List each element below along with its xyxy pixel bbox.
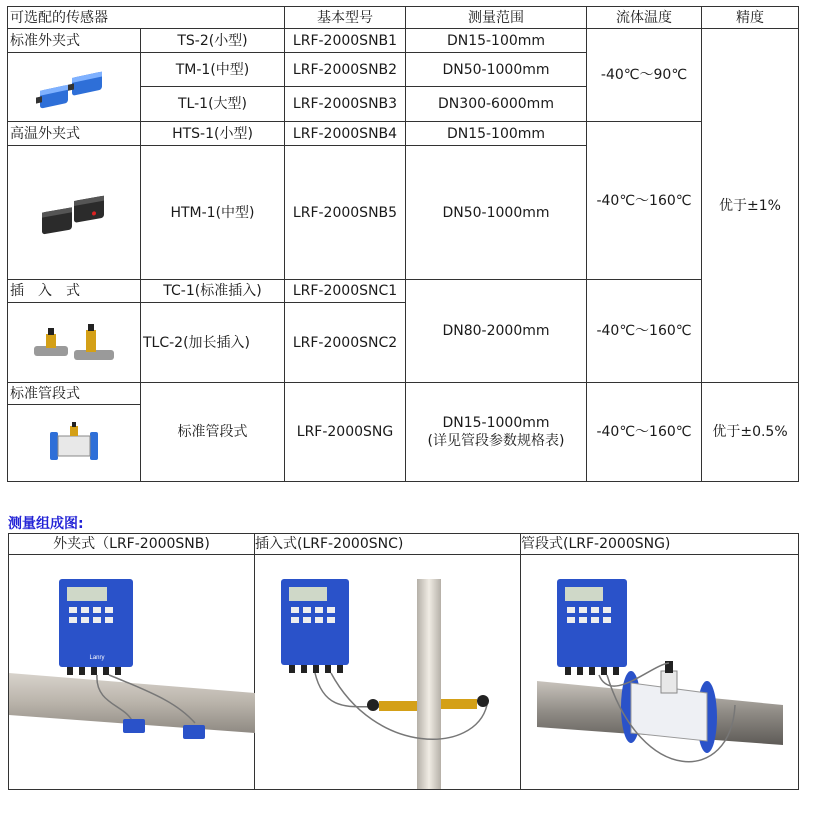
sensor-name: TLC-2(加长插入) [141, 303, 285, 383]
header-model: 基本型号 [285, 7, 406, 29]
sensor-name: TL-1(大型) [141, 87, 285, 122]
model-code: LRF-2000SNB4 [285, 122, 406, 146]
fluid-temp: -40℃～160℃ [587, 280, 702, 383]
diagram-label-clamp: 外夹式（LRF-2000SNB) [9, 534, 255, 555]
pipe-section-sensor-image [8, 405, 141, 482]
sensor-name: HTM-1(中型) [141, 146, 285, 280]
measure-range-note: (详见管段参数规格表) [427, 433, 565, 449]
fluid-temp: -40℃～160℃ [587, 383, 702, 482]
clamp-setup-illustration [9, 555, 255, 789]
diagram-pipe-section [521, 555, 799, 790]
group-name-standard-clamp: 标准外夹式 [8, 29, 141, 53]
header-accuracy: 精度 [702, 7, 799, 29]
measurement-diagram-table [8, 533, 799, 790]
group-name-pipe-section: 标准管段式 [8, 383, 141, 405]
group-name-high-temp-clamp: 高温外夹式 [8, 122, 141, 146]
group-name-insertion: 插 入 式 [8, 280, 141, 303]
diagram-label-pipe: 管段式(LRF-2000SNG) [521, 534, 799, 555]
model-code: LRF-2000SNG [285, 383, 406, 482]
measure-range: DN15-100mm [406, 29, 587, 53]
section-title: 测量组成图: [8, 516, 84, 532]
model-code: LRF-2000SNB2 [285, 53, 406, 87]
accuracy-pipe: 优于±0.5% [702, 383, 799, 482]
model-code: LRF-2000SNB5 [285, 146, 406, 280]
model-code: LRF-2000SNC2 [285, 303, 406, 383]
flow-meter-device [557, 579, 627, 675]
model-code: LRF-2000SNB1 [285, 29, 406, 53]
measure-range: DN80-2000mm [406, 280, 587, 383]
header-range: 测量范围 [406, 7, 587, 29]
measure-range: DN15-100mm [406, 122, 587, 146]
header-temp: 流体温度 [587, 7, 702, 29]
fluid-temp: -40℃～160℃ [587, 122, 702, 280]
flow-meter-device [59, 579, 133, 675]
insertion-sensor-image [8, 303, 141, 383]
fluid-temp: -40℃～90℃ [587, 29, 702, 122]
sensor-name: HTS-1(小型) [141, 122, 285, 146]
measure-range: DN50-1000mm [406, 53, 587, 87]
high-temp-sensor-icon [34, 188, 114, 238]
diagram-label-insertion: 插入式(LRF-2000SNC) [255, 534, 521, 555]
sensor-name: TS-2(小型) [141, 29, 285, 53]
measure-range: DN50-1000mm [406, 146, 587, 280]
pipe-section-icon [44, 418, 104, 468]
diagram-insertion [255, 555, 521, 790]
measure-range [406, 383, 587, 482]
accuracy-clamp: 优于±1% [702, 29, 799, 383]
standard-clamp-sensor-image [8, 53, 141, 122]
high-temp-sensor-image [8, 146, 141, 280]
clamp-sensor-icon [34, 62, 114, 112]
sensor-spec-table [7, 6, 799, 482]
measure-range-value: DN15-1000mm [442, 415, 550, 431]
sensor-name: 标准管段式 [141, 383, 285, 482]
diagram-clamp [9, 555, 255, 790]
flow-meter-device [281, 579, 349, 673]
svg-text:Lanry: Lanry [89, 655, 105, 661]
header-sensor: 可选配的传感器 [8, 7, 285, 29]
insertion-sensor-icon [24, 318, 124, 368]
model-code: LRF-2000SNC1 [285, 280, 406, 303]
measure-range: DN300-6000mm [406, 87, 587, 122]
pipe-section-setup-illustration [521, 555, 799, 789]
sensor-name: TM-1(中型) [141, 53, 285, 87]
model-code: LRF-2000SNB3 [285, 87, 406, 122]
sensor-name: TC-1(标准插入) [141, 280, 285, 303]
insertion-setup-illustration [255, 555, 521, 789]
